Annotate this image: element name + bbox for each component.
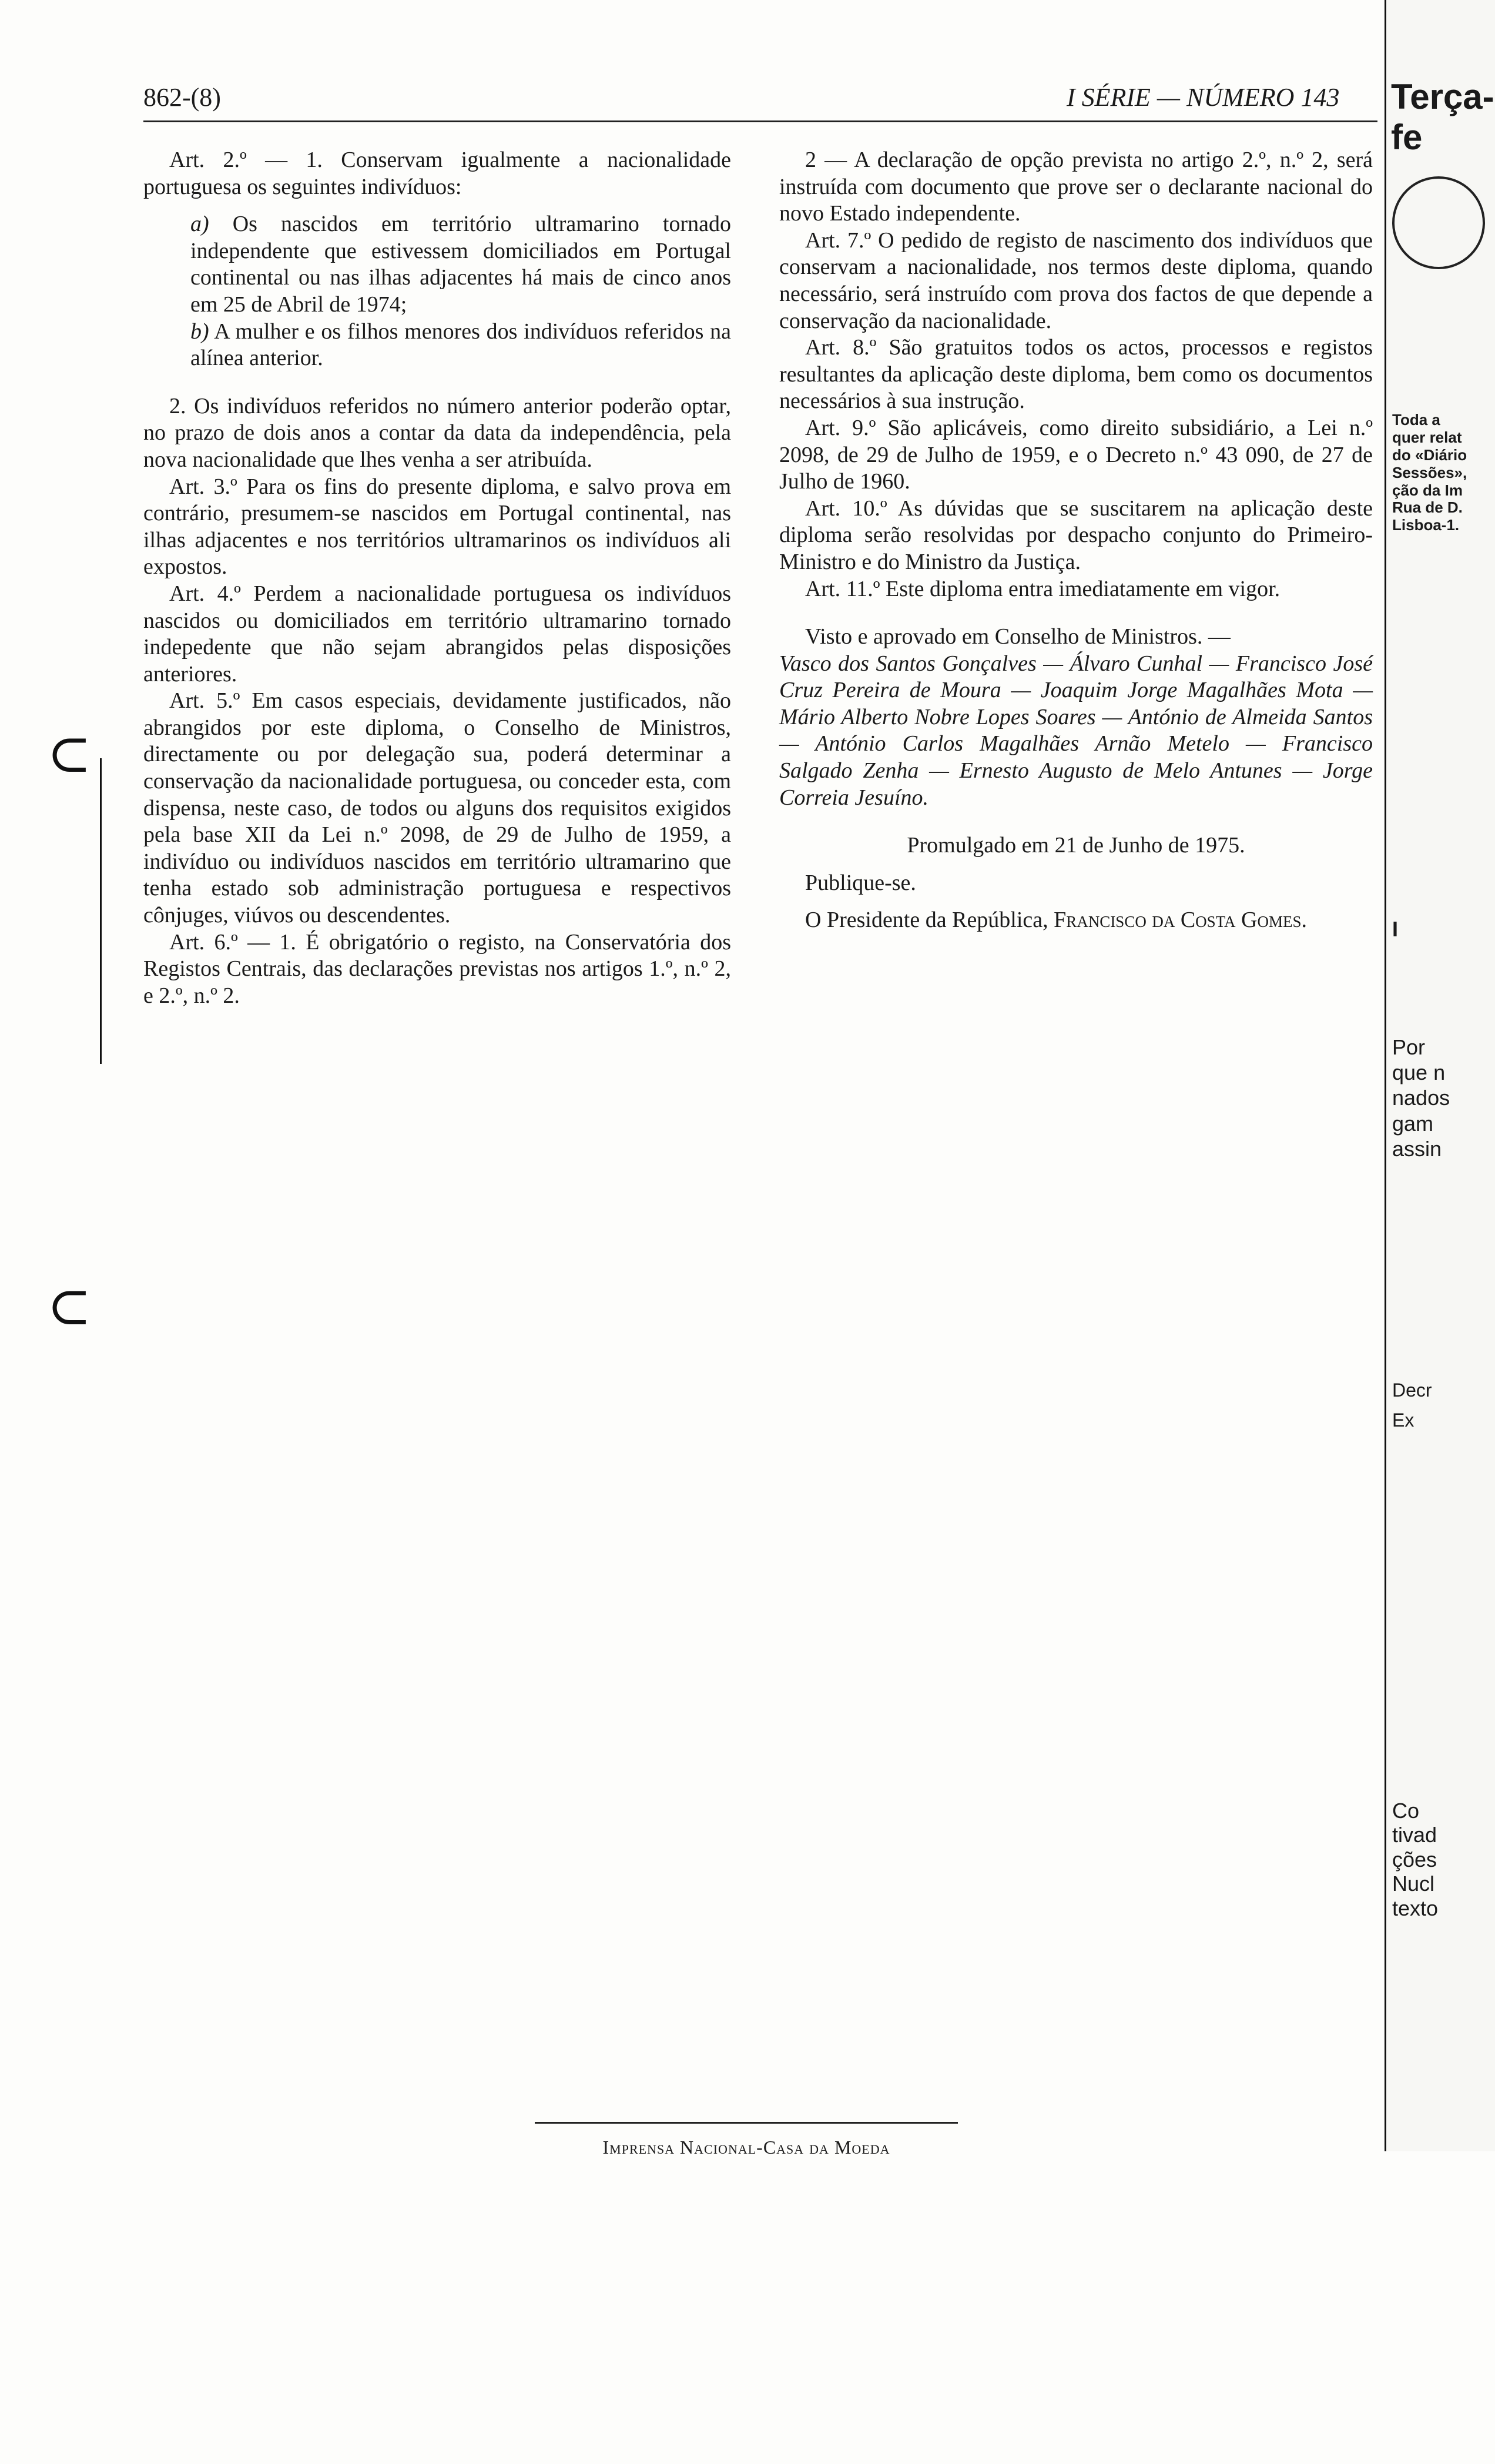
- item-b: [190, 319, 731, 372]
- notice-line: do «Diário: [1392, 446, 1467, 464]
- art-2-par-2: 2. Os indivíduos referidos no número anterior poderão optar, no prazo de dois anos a contar da data da independência, pela nova nacionalidade que lhes venha a ser atribuída.: [143, 393, 731, 472]
- margin-vertical-line: [100, 758, 102, 1064]
- page-number: 862-(8): [143, 83, 221, 112]
- notice-line: Rua de D.: [1392, 498, 1463, 517]
- art-11: Art. 11.º Este diploma entra imediatamente em vigor.: [805, 576, 1281, 601]
- adjacent-fragment-block: [1392, 1035, 1450, 1161]
- president-name: Francisco da Costa Gomes.: [1054, 908, 1307, 933]
- fragment-line: que n: [1392, 1060, 1446, 1085]
- fragment-line: Co: [1392, 1799, 1420, 1823]
- item-b-text: A mulher e os filhos menores dos indivíduos referidos na alínea anterior.: [190, 319, 731, 371]
- art-9: Art. 9.º São aplicáveis, como direito subsidiário, a Lei n.º 2098, de 29 de Julho de 1959, e o Decreto n.º 43 090, de 27 de Julho de 1960.: [779, 415, 1373, 494]
- art-4: Art. 4.º Perdem a nacionalidade portuguesa os indivíduos nascidos ou domiciliados em território ultramarino tornado indepedente que não sejam abrangidos pelas disposições anteriores.: [143, 581, 731, 687]
- series-number: I SÉRIE — NÚMERO 143: [1067, 83, 1340, 112]
- promulgation: Promulgado em 21 de Junho de 1975.: [907, 833, 1245, 858]
- art-10: Art. 10.º As dúvidas que se suscitarem na aplicação deste diploma serão resolvidas por despacho conjunto do Primeiro-Ministro e do Ministro da Justiça.: [779, 496, 1373, 574]
- adjacent-page-strip: [1385, 0, 1495, 2151]
- item-a-text: Os nascidos em território ultramarino tornado independente que estivessem domiciliados em Portugal continental ou nas ilhas adjacentes há mais de cinco anos em 25 de Abril de 1974;: [190, 212, 732, 317]
- fragment-line: nados: [1392, 1086, 1450, 1110]
- art-8: Art. 8.º São gratuitos todos os actos, processos e registos resultantes da aplicação deste diploma, bem como os documentos necessários à sua instrução.: [779, 335, 1373, 414]
- president-signature: [779, 907, 1373, 934]
- fragment-line: texto: [1392, 1896, 1439, 1920]
- fragment-line: Nucl: [1392, 1872, 1435, 1896]
- fragment-line: gam: [1392, 1111, 1434, 1136]
- adjacent-fragment-block: [1392, 1799, 1438, 1920]
- notice-line: Sessões»,: [1392, 463, 1467, 481]
- fragment-line: Por: [1392, 1035, 1426, 1059]
- adjacent-page-notice: [1392, 411, 1467, 534]
- scan-mark-bracket-icon: ⊂: [47, 725, 92, 784]
- adjacent-page-title: Terça-fe: [1391, 77, 1494, 157]
- coat-of-arms-icon: [1392, 176, 1485, 269]
- approval-line: Visto e aprovado em Conselho de Ministros. —: [805, 624, 1231, 650]
- notice-line: quer relat: [1392, 428, 1462, 446]
- art-6-par-2: 2 — A declaração de opção prevista no artigo 2.º, n.º 2, será instruída com documento que prove ser o declarante nacional do novo Estado independente.: [779, 148, 1373, 226]
- printer-imprint: Imprensa Nacional-Casa da Moeda: [602, 2137, 890, 2158]
- art-3: Art. 3.º Para os fins do presente diploma, e salvo prova em contrário, presumem-se nascidos em Portugal continental, nas ilhas adjacentes e nos territórios ultramarinos os indivíduos ali expostos.: [143, 474, 731, 580]
- art-2-intro: Art. 2.º — 1. Conservam igualmente a nacionalidade portuguesa os seguintes indivíduos:: [143, 148, 731, 199]
- adjacent-fragment: I: [1392, 917, 1399, 941]
- left-column: [143, 147, 731, 1009]
- footer-rule: [535, 2122, 958, 2124]
- fragment-line: Ex: [1392, 1410, 1414, 1431]
- fragment-line: assin: [1392, 1136, 1442, 1161]
- adjacent-fragment-block: [1392, 1375, 1432, 1435]
- fragment-line: tivad: [1392, 1823, 1437, 1847]
- notice-line: Lisboa-1.: [1392, 516, 1460, 534]
- notice-line: ção da Im: [1392, 481, 1463, 499]
- item-a: [190, 211, 731, 318]
- item-b-label: b): [190, 319, 209, 344]
- president-label: O Presidente da República,: [805, 908, 1048, 933]
- publish-order: Publique-se.: [805, 870, 916, 895]
- art-6: Art. 6.º — 1. É obrigatório o registo, na Conservatória dos Registos Centrais, das declarações previstas nos artigos 1.º, n.º 2, e 2.º, n.º 2.: [143, 929, 731, 1008]
- fragment-line: Decr: [1392, 1380, 1432, 1401]
- fragment-line: ções: [1392, 1847, 1437, 1872]
- signatories: Vasco dos Santos Gonçalves — Álvaro Cunhal — Francisco José Cruz Pereira de Moura — Joaquim Jorge Magalhães Mota — Mário Alberto Nobre Lopes Soares — António de Almeida Santos — António Carlos Magalhães Arnão Metelo — Francisco Salgado Zenha — Ernesto Augusto de Melo Antunes — Jorge Correia Jesuíno.: [779, 651, 1373, 810]
- right-column: [779, 147, 1373, 934]
- art-5: Art. 5.º Em casos especiais, devidamente justificados, não abrangidos por este diploma, o Conselho de Ministros, directamente ou por delegação sua, poderá determinar a conservação da nacionalidade portuguesa, ou conceder esta, com dispensa, neste caso, de todos ou alguns dos requisitos exigidos pela base XII da Lei n.º 2098, de 29 de Julho de 1959, a indivíduo ou indivíduos nascidos em território ultramarino que tenha estado sob administração portuguesa e respectivos cônjuges, viúvos ou descendentes.: [143, 688, 731, 928]
- art-7: Art. 7.º O pedido de registo de nascimento dos indivíduos que conservam a nacionalidade, nos termos deste diploma, quando necessário, será instruído com prova dos factos de que depende a conservação da nacionalidade.: [779, 227, 1373, 333]
- item-a-label: a): [190, 212, 209, 237]
- header-rule: [143, 120, 1377, 122]
- notice-line: Toda a: [1392, 411, 1440, 428]
- scan-mark-curve-icon: ⊂: [47, 1278, 92, 1336]
